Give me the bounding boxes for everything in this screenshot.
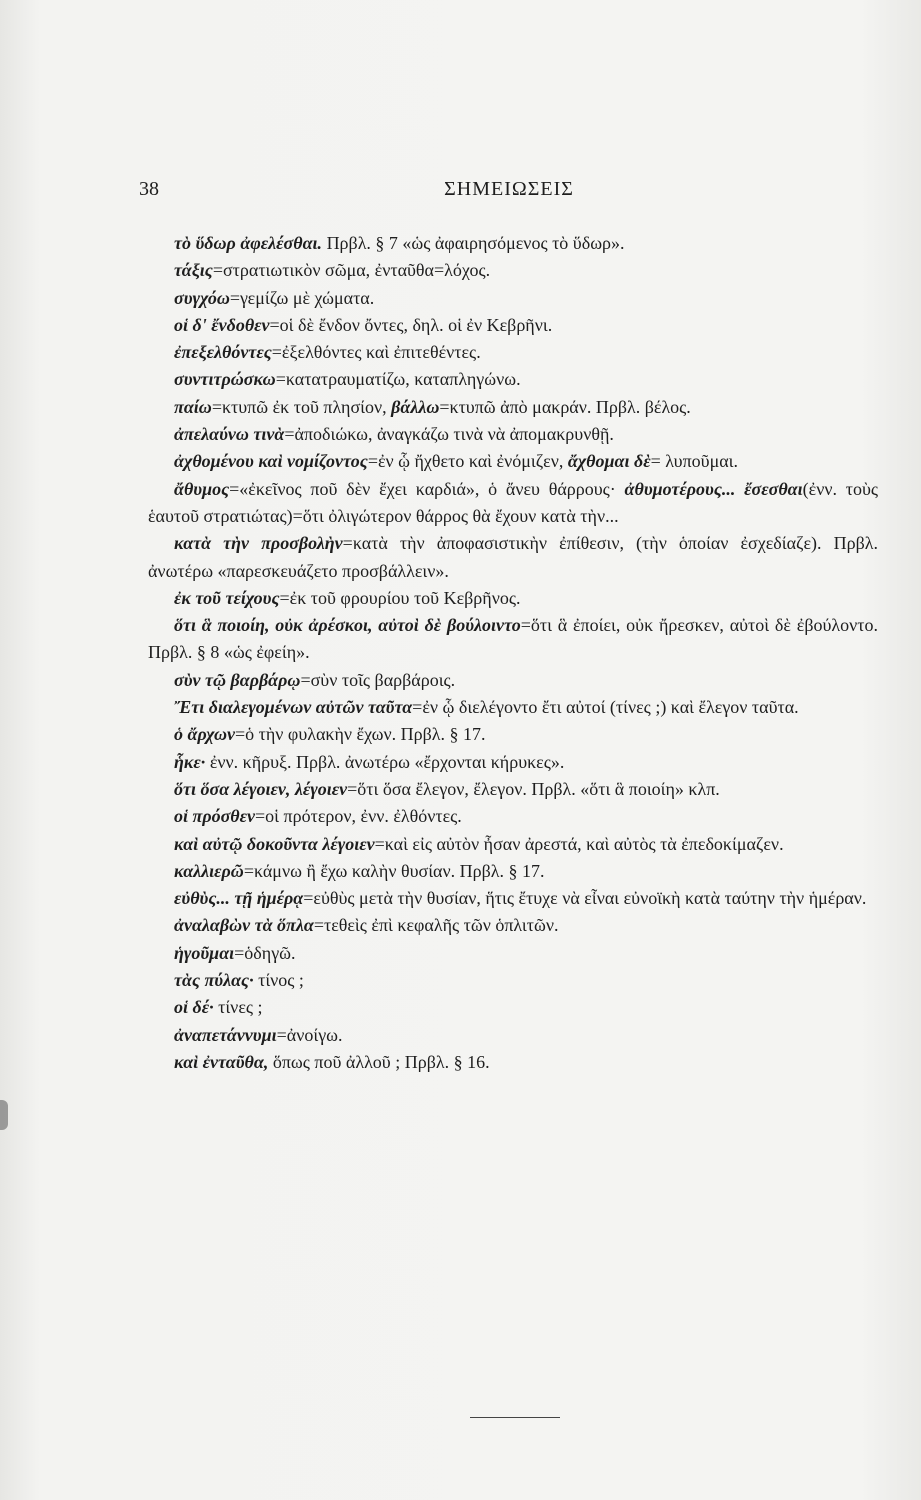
note-gloss: =ἐν ᾧ ἤχθετο καὶ ἐνόμιζεν, <box>367 451 568 472</box>
note-entry <box>148 476 878 531</box>
note-entry <box>148 366 878 393</box>
note-lemma: ἧκε· <box>174 751 206 772</box>
note-entry <box>148 994 878 1021</box>
page-header <box>139 178 879 208</box>
note-gloss: =ἐν ᾧ διελέγοντο ἔτι αὐτοί (τίνες ;) καὶ ἔλεγον ταῦτα. <box>412 697 799 718</box>
note-entry <box>148 885 878 912</box>
note-entry <box>148 858 878 885</box>
note-gloss-secondary: = λυποῦμαι. <box>650 451 738 472</box>
note-lemma: συντιτρώσκω <box>174 369 276 390</box>
note-lemma: Ἔτι διαλεγομένων αὐτῶν ταῦτα <box>174 697 413 718</box>
note-lemma: καὶ ἐνταῦθα, <box>174 1051 269 1072</box>
note-lemma: οἱ δέ· <box>174 997 214 1018</box>
note-lemma: ἡγοῦμαι <box>174 942 235 963</box>
note-entry <box>148 339 878 366</box>
note-lemma: ὅτι ὅσα λέγοιεν, λέγοιεν <box>174 778 348 799</box>
note-entry <box>148 421 878 448</box>
note-gloss: =ὁ τὴν φυλακὴν ἔχων. Πρβλ. § 17. <box>235 724 486 745</box>
note-gloss: τίνες ; <box>213 997 263 1018</box>
note-gloss: =κατὰ τὴν ἀποφασιστικὴν ἐπίθεσιν, (τὴν ὁποίαν ἐσχεδίαζε). Πρβλ. ἀνωτέρω «παρεσκευάζετο προσβάλλειν». <box>148 533 878 581</box>
note-entry <box>148 694 878 721</box>
note-lemma: σὺν τῷ βαρβάρῳ <box>174 669 301 690</box>
note-gloss: =στρατιωτικὸν σῶμα, ἐνταῦθα=λόχος. <box>212 260 491 281</box>
note-entry <box>148 667 878 694</box>
note-lemma-secondary: ἄχθομαι δὲ <box>567 451 651 472</box>
note-gloss: =κάμνω ἢ ἔχω καλὴν θυσίαν. Πρβλ. § 17. <box>243 860 545 881</box>
note-lemma: ὅτι ἃ ποιοίη, οὐκ ἀρέσκοι, αὐτοὶ δὲ βούλοιντο <box>174 615 521 636</box>
note-entry <box>148 230 878 257</box>
note-entry <box>148 285 878 312</box>
note-gloss: =ὅτι ἃ ἐποίει, οὐκ ἤρεσκεν, αὐτοὶ δὲ ἐβούλοντο. Πρβλ. § 8 «ὡς ἐφείη». <box>148 615 878 663</box>
note-entry <box>148 394 878 421</box>
note-lemma: ἀχθομένου καὶ νομίζοντος <box>174 451 368 472</box>
note-entry <box>148 448 878 475</box>
note-lemma: τάξις <box>174 260 213 281</box>
note-lemma: ἀναπετάννυμι <box>174 1024 277 1045</box>
note-entry <box>148 721 878 748</box>
note-lemma: συγχόω <box>174 287 230 308</box>
note-entry <box>148 912 878 939</box>
note-lemma-secondary: βάλλω <box>391 396 440 417</box>
note-entry <box>148 530 878 585</box>
note-lemma: καλλιερῶ <box>174 860 244 881</box>
note-gloss-secondary: =κτυπῶ ἀπὸ μακράν. Πρβλ. βέλος. <box>439 396 691 417</box>
note-gloss: =ἀνοίγω. <box>276 1024 343 1045</box>
note-gloss: =οἱ πρότερον, ἐνν. ἐλθόντες. <box>255 806 462 827</box>
note-entry <box>148 831 878 858</box>
note-lemma: οἱ πρόσθεν <box>174 806 256 827</box>
note-entry <box>148 312 878 339</box>
notes-body <box>148 230 878 1076</box>
note-lemma: ἀπελαύνω τινὰ <box>174 424 285 445</box>
note-entry <box>148 612 878 667</box>
note-entry <box>148 940 878 967</box>
note-gloss-secondary: (ἐνν. τοὺς ἑαυτοῦ στρατιώτας)=ὅτι ὀλιγώτερον θάρρος θὰ ἔχουν κατὰ τὴν... <box>148 478 879 526</box>
note-lemma: ὁ ἄρχων <box>174 724 235 745</box>
note-gloss: =ὁδηγῶ. <box>234 942 296 963</box>
note-gloss: =καὶ εἰς αὐτὸν ἦσαν ἀρεστά, καὶ αὐτὸς τὰ ἐπεδοκίμαζεν. <box>374 833 784 854</box>
binding-shadow-icon <box>0 1100 8 1130</box>
note-lemma: ἀναλαβὼν τὰ ὅπλα <box>174 915 314 936</box>
note-gloss: =κτυπῶ ἐκ τοῦ πλησίον, <box>211 396 392 417</box>
note-entry <box>148 803 878 830</box>
note-gloss: =τεθεὶς ἐπὶ κεφαλῆς τῶν ὁπλιτῶν. <box>313 915 559 936</box>
note-gloss: Πρβλ. § 7 «ὡς ἀφαιρησόμενος τὸ ὕδωρ». <box>322 233 625 253</box>
note-entry <box>148 1022 878 1049</box>
note-lemma: κατὰ τὴν προσβολὴν <box>174 533 343 554</box>
note-gloss: =οἱ δὲ ἔνδον ὄντες, δηλ. οἱ ἐν Κεβρῆνι. <box>269 314 553 335</box>
note-lemma: εὐθὺς... τῇ ἡμέρᾳ <box>174 888 304 909</box>
note-lemma-secondary: ἀθυμοτέρους... ἔσεσθαι <box>624 478 803 499</box>
note-gloss: =«ἐκεῖνος ποῦ δὲν ἔχει καρδιά», ὁ ἄνευ θάρρους· <box>229 478 625 499</box>
page-number: 38 <box>139 178 159 200</box>
note-gloss: =ὅτι ὅσα ἔλεγον, ἔλεγον. Πρβλ. «ὅτι ἃ ποιοίη» κλπ. <box>347 778 720 799</box>
note-gloss: ὅπως ποῦ ἀλλοῦ ; Πρβλ. § 16. <box>268 1051 490 1072</box>
note-gloss: ἐνν. κῆρυξ. Πρβλ. ἀνωτέρω «ἔρχονται κήρυκες». <box>205 751 565 772</box>
note-gloss: =εὐθὺς μετὰ τὴν θυσίαν, ἥτις ἔτυχε νὰ εἶναι εὐνοϊκὴ κατὰ ταύτην τὴν ἡμέραν. <box>303 888 867 909</box>
note-entry <box>148 776 878 803</box>
note-gloss: =ἐξελθόντες καὶ ἐπιτεθέντες. <box>271 342 481 363</box>
note-entry <box>148 1049 878 1076</box>
note-gloss: =κατατραυματίζω, καταπληγώνω. <box>275 369 521 390</box>
note-lemma: οἱ δ' ἔνδοθεν <box>174 314 270 335</box>
note-lemma: ἄθυμος <box>174 478 230 499</box>
running-title: ΣΗΜΕΙΩΣΕΙΣ <box>444 178 574 200</box>
note-entry <box>148 257 878 284</box>
note-lemma: τὸ ὕδωρ ἀφελέσθαι. <box>174 233 323 253</box>
note-gloss: =γεμίζω μὲ χώματα. <box>229 287 375 308</box>
note-lemma: ἐκ τοῦ τείχους <box>174 587 280 608</box>
note-entry <box>148 967 878 994</box>
note-lemma: παίω <box>174 396 212 417</box>
end-rule <box>470 1417 560 1418</box>
note-entry <box>148 749 878 776</box>
note-lemma: τὰς πύλας· <box>174 970 254 991</box>
note-lemma: καὶ αὐτῷ δοκοῦντα λέγοιεν <box>174 833 375 854</box>
note-gloss: =ἀποδιώκω, ἀναγκάζω τινὰ νὰ ἀπομακρυνθῇ. <box>284 424 614 445</box>
note-gloss: τίνος ; <box>253 970 304 991</box>
note-lemma: ἐπεξελθόντες <box>174 342 272 363</box>
note-gloss: =σὺν τοῖς βαρβάροις. <box>300 669 456 690</box>
note-entry <box>148 585 878 612</box>
note-gloss: =ἐκ τοῦ φρουρίου τοῦ Κεβρῆνος. <box>279 587 521 608</box>
